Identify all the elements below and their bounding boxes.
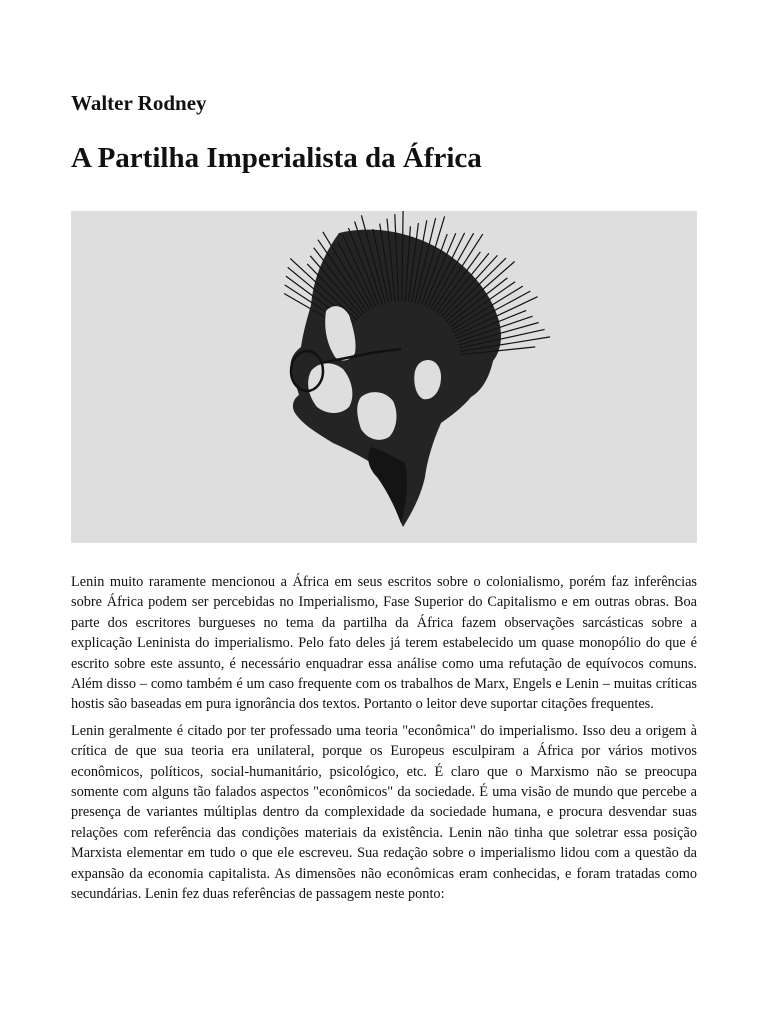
document-title: A Partilha Imperialista da África	[71, 142, 482, 174]
paragraph-1: Lenin muito raramente mencionou a África em seus escritos sobre o colonialismo, porém faz inferências sobre África podem ser percebidas no Imperialismo, Fase Superior do Capitalismo e em outras obras. Boa parte dos escritores burgueses no tema da partilha da África fazem observações sarcásticas sobre a explicação Leninista do imperialismo. Pelo fato deles já terem estabelecido um quase monopólio do que é escrito sobre este assunto, é necessário enquadrar essa análise como uma refutação de equívocos comuns. Além disso – como também é um caso frequente com os trabalhos de Marx, Engels e Lenin – muitas críticas hostis são baseadas em pura ignorância dos textos. Portanto o leitor deve suportar citações frequentes.	[71, 574, 697, 713]
portrait-illustration	[71, 211, 697, 543]
author-name: Walter Rodney	[71, 91, 207, 115]
body-text	[71, 572, 697, 911]
paragraph-2: Lenin geralmente é citado por ter professado uma teoria "econômica" do imperialismo. Isso deu a origem à crítica de que sua teoria era unilateral, porque os Europeus esculpiram a África por vários motivos econômicos, políticos, social-humanitário, psicológico, etc. É claro que o Marxismo não se preocupa somente com alguns tão falados aspectos "econômicos" da sociedade. É uma visão de mundo que percebe a presença de variantes múltiplas dentro da complexidade da sociedade humana, e procura desvendar suas relações com referência das condições materiais da existência. Lenin não tinha que soletrar essa posição Marxista elementar em tudo o que ele escreveu. Sua redação sobre o imperialismo lidou com a questão da expansão da economia capitalista. As dimensões não econômicas eram conhecidas, e foram tratadas como secundárias. Lenin fez duas referências de passagem neste ponto:	[71, 722, 697, 903]
portrait-drawing	[71, 211, 697, 543]
